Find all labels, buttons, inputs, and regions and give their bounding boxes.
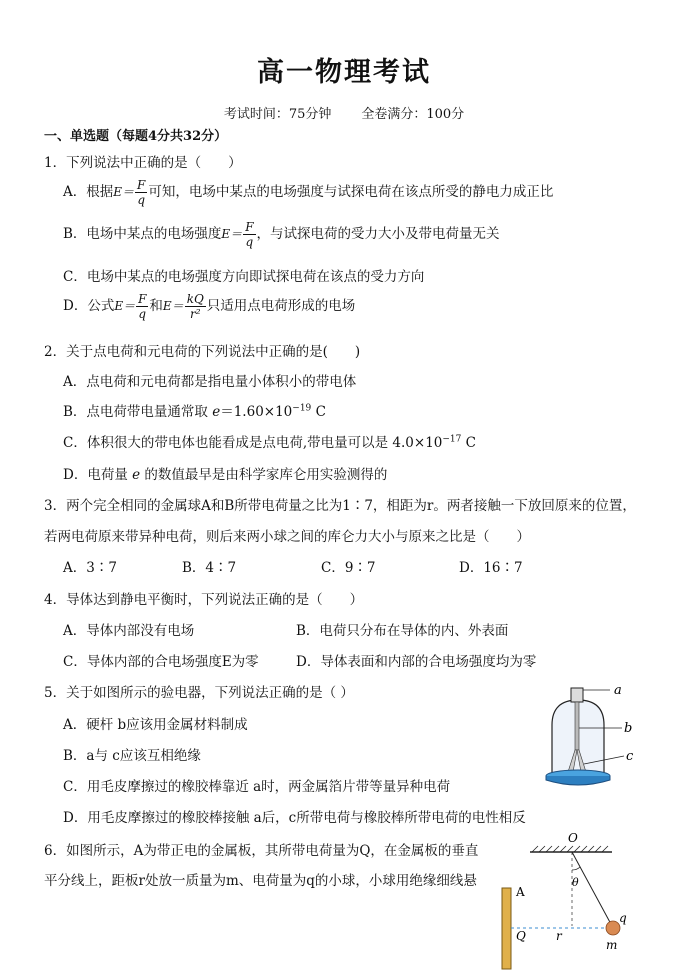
q1d-fraction1	[136, 292, 148, 321]
question-4-option-c: C．导体内部的合电场强度E为零	[63, 654, 259, 670]
label-m: m	[606, 938, 618, 952]
q1b-fraction	[243, 220, 255, 249]
angle-arc	[572, 867, 580, 870]
question-1-option-c: C．电场中某点的电场强度方向即试探电荷在该点的受力方向	[63, 269, 425, 285]
question-4-option-a: A．导体内部没有电场	[63, 623, 195, 639]
exam-time: 考试时间：75分钟	[223, 107, 332, 122]
q2c-exponent: −17	[442, 434, 462, 445]
q1b-num: F	[245, 220, 254, 234]
question-3-option-c: C．9∶7	[321, 560, 376, 576]
thread	[572, 852, 612, 926]
q2d-symbol: e	[132, 467, 141, 483]
label-theta: θ	[572, 876, 579, 889]
q1d-text: 只适用点电荷形成的电场	[206, 298, 356, 314]
q1a-text: 可知，电场中某点的电场强度与试探电荷在该点所受的静电力成正比	[148, 184, 554, 200]
q1d-num1: F	[138, 292, 147, 306]
question-5-stem: 5．关于如图所示的验电器，下列说法正确的是（ ）	[44, 685, 354, 701]
metal-rod	[575, 702, 579, 750]
q1a-num: F	[137, 178, 146, 192]
question-3-line-1: 3．两个完全相同的金属球A和B所带电荷量之比为1∶7，相距为r。两者接触一下放回原来的位置，	[44, 498, 636, 514]
question-5-option-d: D．用毛皮摩擦过的橡胶棒接触 a后，c所带电荷与橡胶棒所带电荷的电性相反	[63, 810, 526, 826]
q1a-prefix: A．根据	[63, 184, 114, 200]
charged-ball	[606, 921, 620, 935]
q1d-mid: 和	[149, 298, 163, 314]
question-1-stem: 1．下列说法中正确的是（ ）	[44, 155, 242, 171]
question-1-option-b	[63, 220, 500, 249]
question-3-option-a: A．3∶7	[63, 560, 117, 576]
label-A: A	[516, 885, 525, 899]
label-Q: Q	[516, 929, 526, 943]
q1b-eq: E＝	[221, 227, 243, 241]
ceiling-hatch	[532, 846, 608, 852]
q2b-unit: C	[311, 404, 326, 420]
question-2-option-b	[63, 400, 326, 420]
q1d-eq1: E＝	[114, 299, 136, 313]
page-title: 高一物理考试	[257, 57, 431, 88]
question-4-option-b: B．电荷只分布在导体的内、外表面	[296, 623, 509, 639]
q1d-prefix: D．公式	[63, 298, 115, 314]
q1b-text: ，与试探电荷的受力大小及带电荷量无关	[256, 226, 500, 242]
question-2-option-d	[63, 463, 387, 483]
q1d-num2: kQ	[186, 292, 204, 306]
question-4-option-d: D．导体表面和内部的合电场强度均为零	[296, 654, 537, 670]
q2c-prefix: C．体积很大的带电体也能看成是点电荷,带电量可以是 4.0×10	[63, 435, 443, 451]
electroscope-figure	[540, 680, 650, 790]
q2d-text: 的数值最早是由科学家库仑用实验测得的	[144, 467, 388, 483]
question-5-option-c: C．用毛皮摩擦过的橡胶棒靠近 a时，两金属箔片带等量异种电荷	[63, 779, 451, 795]
metal-plate	[502, 888, 511, 969]
question-6-line-2: 平分线上，距板r处放一质量为m、电荷量为q的小球，小球用绝缘细线悬	[44, 873, 477, 889]
electroscope-cap	[571, 688, 583, 702]
q2b-value: ＝1.60×10	[220, 404, 293, 420]
question-2-option-a: A．点电荷和元电荷都是指电量小体积小的带电体	[63, 374, 357, 390]
label-c: c	[626, 749, 634, 764]
label-q: q	[619, 911, 627, 925]
question-6-line-1: 6．如图所示，A为带正电的金属板，其所带电荷量为Q，在金属板的垂直	[44, 843, 479, 859]
question-1-option-d	[63, 292, 355, 321]
q1d-eq2: E＝	[162, 299, 184, 313]
q1a-den: q	[137, 193, 146, 207]
pendulum-figure	[492, 826, 627, 969]
question-4-stem: 4．导体达到静电平衡时，下列说法正确的是（ ）	[44, 592, 364, 608]
section-heading: 一、单选题（每题4分共32分）	[44, 129, 228, 144]
q1a-fraction	[135, 178, 147, 207]
q1d-den1: q	[138, 307, 147, 321]
q1b-prefix: B．电场中某点的电场强度	[63, 226, 222, 242]
question-3-line-2: 若两电荷原来带异种电荷，则后来两小球之间的库仑力大小与原来之比是（ ）	[44, 529, 530, 545]
q1d-fraction2	[185, 292, 206, 321]
q2b-symbol: e	[212, 404, 221, 420]
question-3-option-d: D．16∶7	[459, 560, 523, 576]
base-side	[546, 776, 610, 785]
q2b-prefix: B．点电荷带电量通常取	[63, 404, 208, 420]
question-2-stem: 2．关于点电荷和元电荷的下列说法中正确的是( )	[44, 344, 361, 360]
exam-score: 全卷满分：100分	[361, 107, 465, 122]
label-O: O	[568, 831, 578, 845]
q1d-den2: r²	[189, 307, 201, 321]
q1b-den: q	[245, 235, 254, 249]
question-2-option-c	[63, 431, 476, 451]
exam-meta	[0, 103, 688, 122]
question-1-option-a	[63, 178, 553, 207]
q2c-unit: C	[461, 435, 476, 451]
q2d-prefix: D．电荷量	[63, 467, 128, 483]
label-a: a	[614, 683, 622, 698]
label-b: b	[624, 721, 633, 736]
question-5-option-b: B．a与 c应该互相绝缘	[63, 748, 201, 764]
q1a-eq: E＝	[113, 185, 135, 199]
label-r: r	[556, 929, 562, 943]
question-5-option-a: A．硬杆 b应该用金属材料制成	[63, 717, 248, 733]
q2b-exponent: −19	[292, 403, 312, 414]
question-3-option-b: B．4∶7	[182, 560, 237, 576]
